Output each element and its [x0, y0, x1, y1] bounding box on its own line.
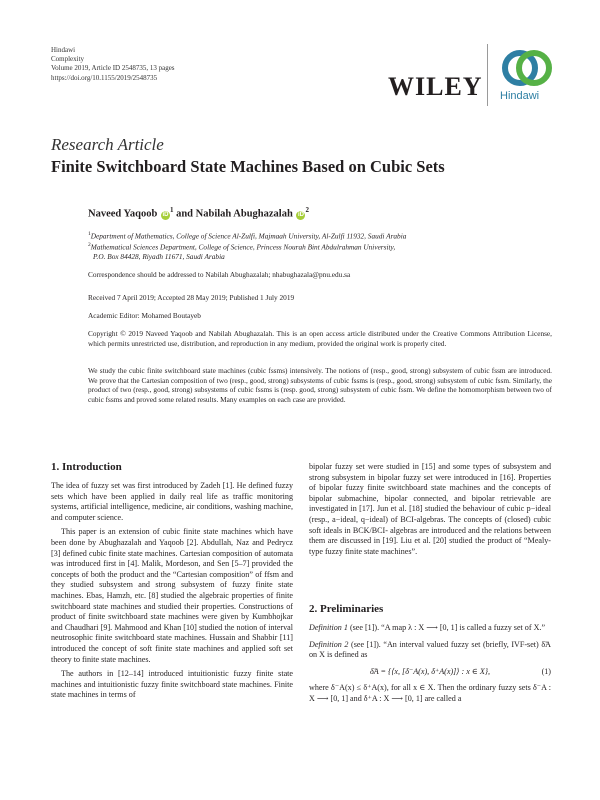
volume-line: Volume 2019, Article ID 2548735, 13 pages [51, 64, 175, 73]
equation-1 [309, 667, 551, 678]
author-affiliation-mark: 1 [169, 206, 174, 214]
section-heading-preliminaries: 2. Preliminaries [309, 603, 384, 615]
article-type: Research Article [51, 135, 164, 154]
paragraph: This paper is an extension of cubic finite state machines which have been done by Abughazalah and Yaqoob [2]. Abdullah, Naz and Pedrycz [3] defined cubic finite state machines. Cartesian composition of automata was introduced first in [4]. Malik, Mordeson, and Sen [5–7] provided the concepts of both the product and the “Cartesian composition” of ffsm and they studied subsystem and strong subsystem of fuzzy finite state machines. Ebas, Hamzh, etc. [8] studied the algebraic properties of finite switchboard state machines and studied their properties. Constructions of product of finite switchboard state machines were given by Kumbhojkar and Chaudhari [9]. Mahmood and Khan [10] studied the notion of interval neutrosophic finite switchboard state machines. Hussain and Shabbir [11] introduced the concept of soft finite state machines and applied soft set theory to finite state machines. [51, 527, 293, 664]
definition-1: Definition 1 (see [1]). “A map λ : X ⟶ [0, 1] is called a fuzzy set of X.” [309, 623, 546, 632]
paragraph: bipolar fuzzy set were studied in [15] and some types of subsystem and strong subsystem in bipolar fuzzy set were introduced in [16]. Properties of bipolar fuzzy finite switchboard state machines and the concepts of bipolar submachine, bipolar connected, and bipolar retrievable are investigated in [17]. Jun et al. [18] studied the behaviour of cubic p−ideal (resp., a−ideal, q−ideal) of BCI-algebras. The concepts of (closed) cubic soft ideals in BCK/BCI- algebras are introduced and the relations between them are discussed in [19]. Liu et al. [20] studied the product of “Mealy- type fuzzy finite state machines”. [309, 462, 551, 556]
publisher-name: Hindawi [51, 46, 76, 54]
affiliations [88, 230, 488, 262]
paragraph: where δ⁻A(x) ≤ δ⁺A(x), for all x ∈ X. Then the ordinary fuzzy sets δ⁻A : X ⟶ [0, 1] and δ⁺A : X ⟶ [0, 1] are called a [309, 683, 551, 703]
paragraph: The authors in [12–14] introduced intuitionistic fuzzy finite state machines and intuitionistic fuzzy finite switchboard state machines. Finite state machines in terms of [51, 669, 293, 700]
publication-dates: Received 7 April 2019; Accepted 28 May 2019; Published 1 July 2019 [88, 293, 295, 302]
definition-label: Definition 1 [309, 623, 348, 632]
affiliation-item: $^2$Mathematical Sciences Department, College of Science, Princess Nourah Bint Abdulrahman University, [88, 242, 396, 252]
definition-2: Definition 2 (see [1]). “An interval valued fuzzy set (briefly, IVF-set) δ̃A on X is defined as [309, 639, 551, 660]
author-affiliation-mark: 2 [305, 206, 309, 214]
affiliation-item-continued: P.O. Box 84428, Riyadh 11671, Saudi Arabia [93, 252, 225, 262]
doi-link[interactable]: https://doi.org/10.1155/2019/2548735 [51, 73, 158, 82]
wiley-logo: WILEY [388, 72, 483, 101]
affiliation-item: $^1$Department of Mathematics, College of Science Al-Zulfi, Majmaah University, Al-Zulfi 11932, Saudi Arabia [88, 231, 407, 241]
author-name[interactable]: Nabilah Abughazalah [195, 208, 293, 220]
abstract: We study the cubic finite switchboard state machines (cubic fssms) intensively. The notions of (resp., good, strong) subsystem of cubic fssm are introduced. We prove that the Cartesian composition of two (resp., good, strong) subsystems of cubic fssms is (resp., good, strong) subsystem of cubic fssm. Similarly, the product of two (resp., good, strong) subsystems of cubic fssms is (resp. good, strong) subsystem of cubic fssm. We define the homomorphism between two of cubic fssms and proved some related results. Many examples on each case are provided. [88, 366, 552, 404]
orcid-icon[interactable]: iD [162, 211, 169, 218]
journal-name: Complexity [51, 55, 85, 64]
hindawi-logo-icon [496, 44, 558, 90]
right-column-prelim [309, 623, 551, 705]
correspondence-line: Correspondence should be addressed to Nabilah Abughazalah; nhabughazala@pnu.edu.sa [88, 270, 351, 279]
section-heading-introduction: 1. Introduction [51, 461, 122, 473]
author-conjunction: and [176, 208, 194, 220]
author-name[interactable]: Naveed Yaqoob [88, 208, 158, 220]
left-column [51, 481, 293, 701]
orcid-icon[interactable]: iD [297, 211, 304, 218]
equation-number: (1) [541, 666, 551, 676]
article-title: Finite Switchboard State Machines Based on Cubic Sets [51, 157, 445, 176]
journal-meta [51, 46, 175, 83]
author-list [88, 206, 309, 220]
copyright-notice: Copyright © 2019 Naveed Yaqoob and Nabilah Abughazalah. This is an open access article distributed under the Creative Commons Attribution License, which permits unrestricted use, distribution, and reproduction in any medium, provided the original work is properly cited. [88, 329, 552, 348]
paragraph: The idea of fuzzy set was first introduced by Zadeh [1]. He defined fuzzy sets which have been applied in daily real life as traffic monitoring systems, artificial intelligence, medicine, air conditions, washing machine, and computer science. [51, 481, 293, 522]
hindawi-logo-text: Hindawi [500, 90, 540, 102]
logo-divider [487, 44, 488, 106]
equation-body: δ̃A = {⟨x, [δ⁻A(x), δ⁺A(x)]⟩ : x ∈ X}, [369, 666, 491, 676]
definition-label: Definition 2 [309, 639, 349, 649]
academic-editor: Academic Editor: Mohamed Boutayeb [88, 311, 201, 320]
right-column [309, 462, 551, 557]
